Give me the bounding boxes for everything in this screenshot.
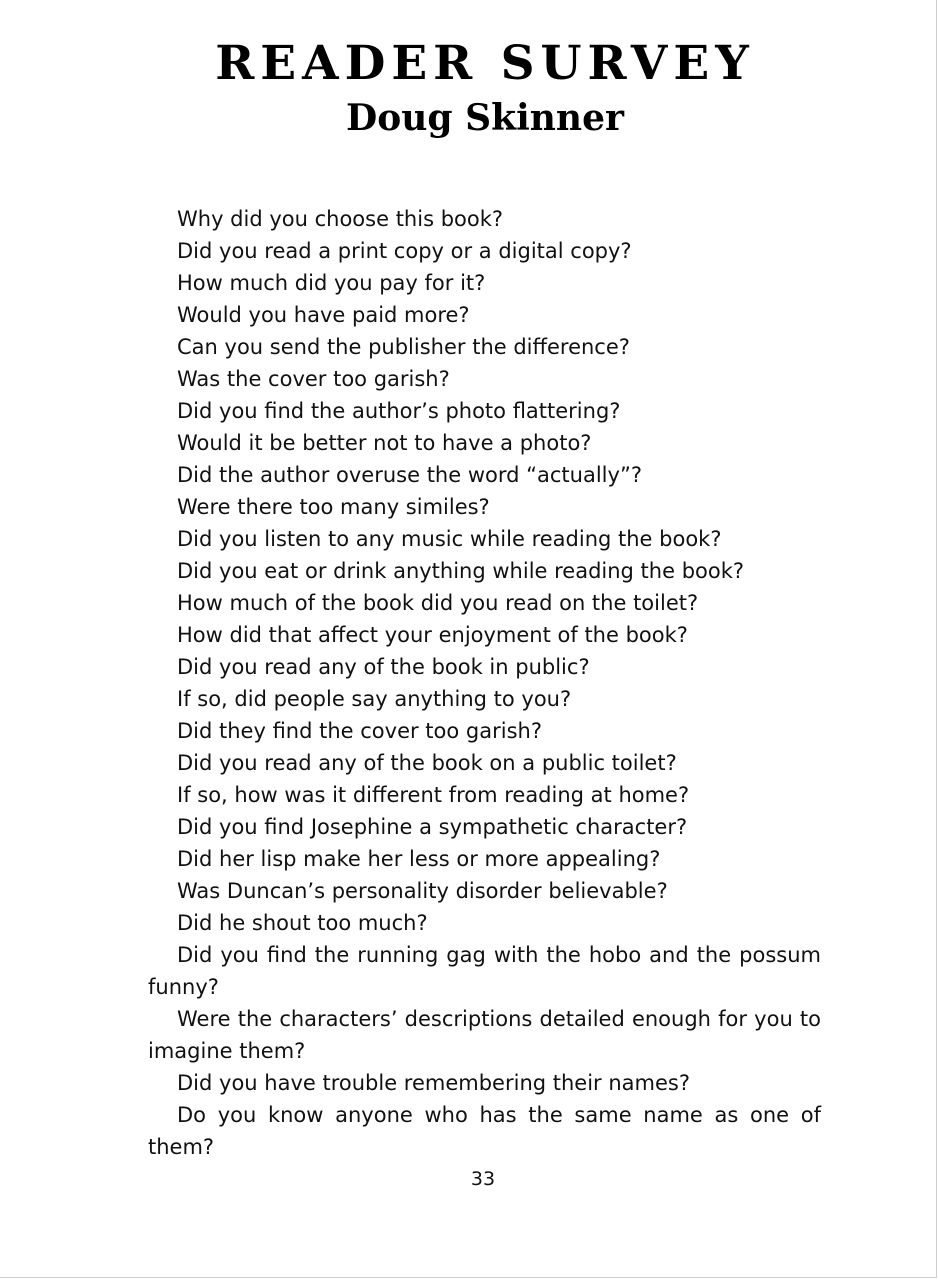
question-item: How did that affect your enjoyment of the book? — [177, 623, 688, 647]
question-item: Was Duncan’s personality disorder believable? — [177, 879, 668, 903]
question-item: How much did you pay for it? — [177, 271, 486, 295]
question-item: Did you find the author’s photo flattering? — [177, 399, 621, 423]
question-item: Did her lisp make her less or more appealing? — [177, 847, 661, 871]
question-item: Did you read any of the book in public? — [177, 655, 590, 679]
question-item: Can you send the publisher the difference? — [177, 335, 630, 359]
question-item: Were the characters’ descriptions detailed enough for you to imagine them? — [148, 1007, 821, 1063]
question-item: Did you find the running gag with the hobo and the possum funny? — [148, 943, 821, 999]
question-item: How much of the book did you read on the toilet? — [177, 591, 699, 615]
page-number: 33 — [470, 1168, 496, 1190]
question-item: If so, how was it different from reading at home? — [177, 783, 690, 807]
question-item: Did the author overuse the word “actually”? — [177, 463, 642, 487]
question-item: Do you know anyone who has the same name as one of them? — [148, 1103, 821, 1159]
question-item: Would you have paid more? — [177, 303, 470, 327]
document-title: READER SURVEY — [215, 36, 755, 91]
question-item: Did you find Josephine a sympathetic character? — [177, 815, 688, 839]
question-item: Were there too many similes? — [177, 495, 490, 519]
question-item: If so, did people say anything to you? — [177, 687, 572, 711]
question-item: Would it be better not to have a photo? — [177, 431, 592, 455]
question-item: Did you read a print copy or a digital copy? — [177, 239, 632, 263]
question-item: Was the cover too garish? — [177, 367, 450, 391]
question-item: Did you read any of the book on a public toilet? — [177, 751, 677, 775]
question-item: Did they find the cover too garish? — [177, 719, 542, 743]
question-item: Did you eat or drink anything while reading the book? — [177, 559, 745, 583]
author-name: Doug Skinner — [346, 97, 624, 139]
question-item: Why did you choose this book? — [177, 207, 504, 231]
question-list — [148, 203, 821, 1163]
question-item: Did he shout too much? — [177, 911, 428, 935]
question-item: Did you listen to any music while reading the book? — [177, 527, 722, 551]
question-item: Did you have trouble remembering their names? — [177, 1071, 691, 1095]
